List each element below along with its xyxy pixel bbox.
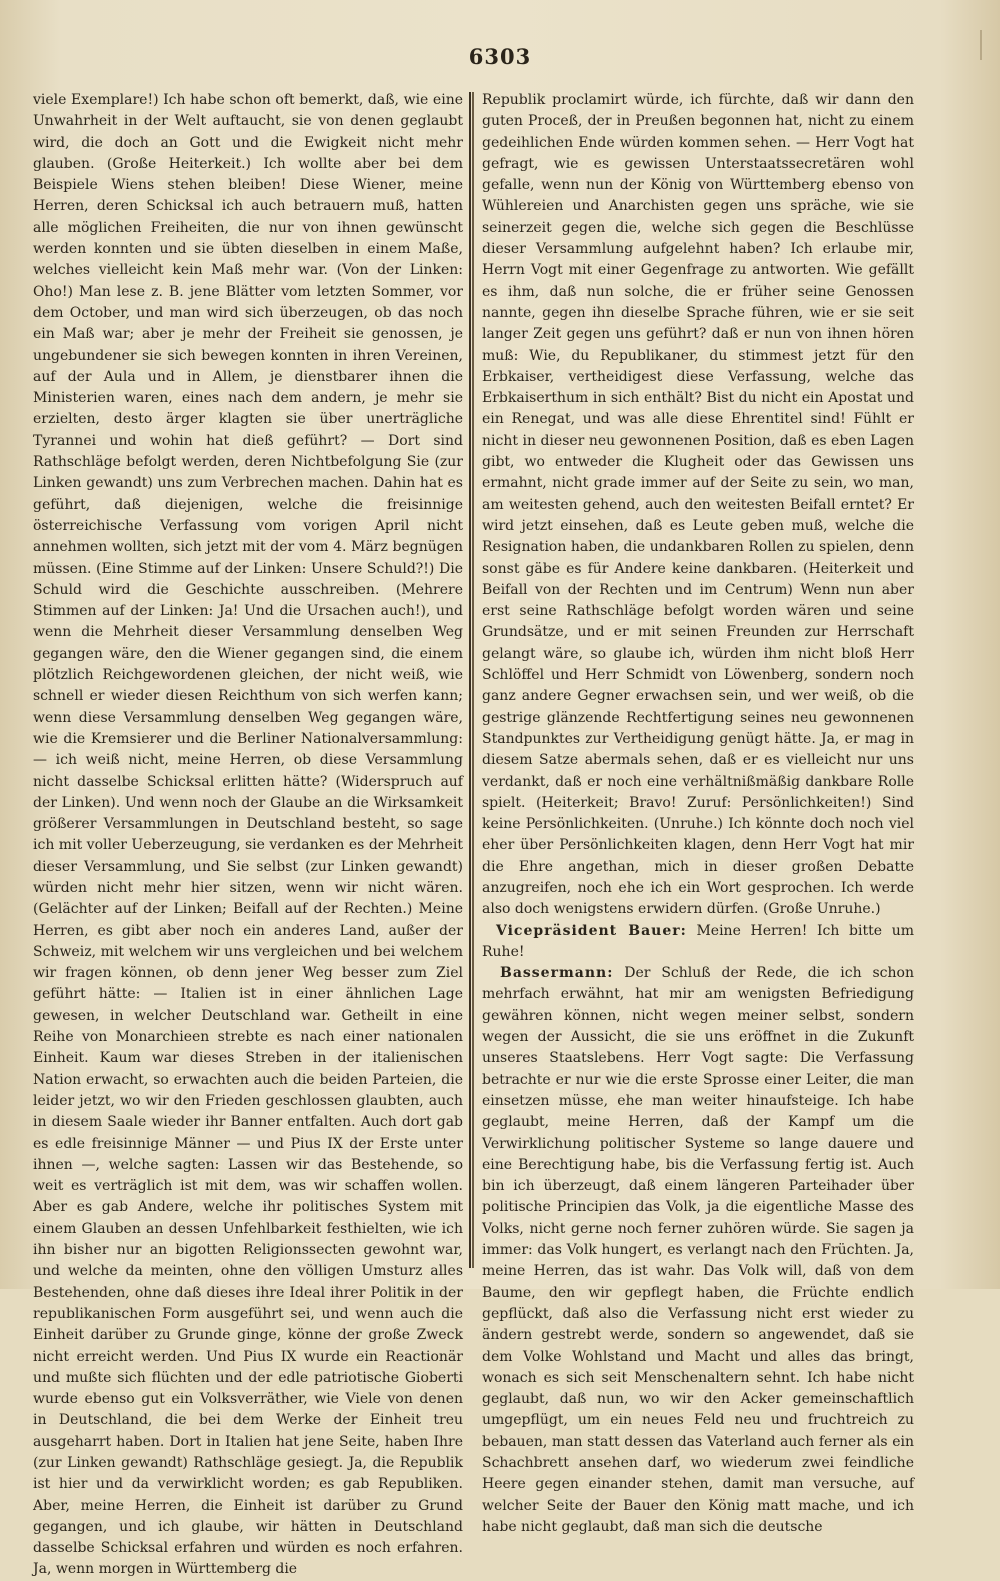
bassermann-paragraph [482,963,914,1538]
right-column [482,90,914,1535]
left-column [33,90,463,1578]
vice-president-text: Meine Herren! Ich bitte um Ruhe! [482,922,914,960]
page-edge-mark [980,30,982,60]
bassermann-text: Der Schluß der Rede, die ich schon mehrfach erwähnt, hat mir am wenigsten Befriedigung gewähren können, nicht wegen meiner selbst, sondern wegen der Aussicht, die sie uns eröffnet in die Zukunft unseres Staatslebens. Herr Vogt sagte: Die Verfassung betrachte er nur wie die erste Sprosse einer Leiter, die man einsetzen müsse, ehe man weiter hinaufsteige. Ich habe geglaubt, meine Herren, daß der Kampf um die Verwirklichung politischer Systeme so lange dauere und eine Berechtigung habe, bis die Verfassung fertig ist. Auch bin ich überzeugt, daß einem längeren Parteihader über politische Principien das Volk, ja die eigentliche Masse des Volks, nicht gerne noch ferner zuhören würde. Sie sagen ja immer: das Volk hungert, es verlangt nach den Früchten. Ja, meine Herren, das ist wahr. Das Volk will, daß von dem Baume, den wir gepflegt haben, die Früchte endlich gepflückt, daß also die Verfassung nicht erst wieder zu ändern gestrebt werde, sondern so angewendet, daß sie dem Volke Wohlstand und Macht und alles das bringt, wonach es sich seit Menschenaltern sehnt. Ich habe nicht geglaubt, daß nun, wo wir den Acker gemeinschaftlich umgepflügt, um ein neues Feld neu und fruchtreich zu bebauen, man statt dessen das Vaterland auch ferner als ein Schachbrett ansehen darf, wo wiederum zwei feindliche Heere gegen einander stehen, damit man versuche, auf welcher Seite der Bauer den König matt mache, und ich habe nicht geglaubt, daß man sich die deutsche [482,965,914,1535]
page-number: 6303 [468,44,532,69]
vice-president-paragraph [482,921,914,964]
left-column-paragraph: viele Exemplare!) Ich habe schon oft bemerkt, daß, wie eine Unwahrheit in der Welt auftaucht, sie von denen geglaubt wird, die doch an Gott und die Ewigkeit nicht mehr glauben. (Große Heiterkeit.) Ich wollte aber bei dem Beispiele Wiens stehen bleiben! Diese Wiener, meine Herren, deren Schicksal ich auch betrauern muß, hatten alle möglichen Freiheiten, die nur von ihnen gewünscht werden konnten und sie übten dieselben in einem Maße, welches vielleicht kein Maß mehr war. (Von der Linken: Oho!) Man lese z. B. jene Blätter vom letzten Sommer, vor dem October, und man wird sich überzeugen, ob das noch ein Maß war; aber je mehr der Freiheit sie genossen, je ungebundener sie sich bewegen konnten in ihren Vereinen, auf der Aula und in Allem, je dienstbarer ihnen die Ministerien waren, eines nach dem andern, je mehr sie erzielten, desto ärger klagten sie über unerträgliche Tyrannei und wohin hat dieß geführt? — Dort sind Rathschläge befolgt werden, deren Nichtbefolgung Sie (zur Linken gewandt) uns zum Verbrechen machen. Dahin hat es geführt, daß diejenigen, welche die freisinnige österreichische Verfassung vom vorigen April nicht annehmen wollten, sich jetzt mit der vom 4. März begnügen müssen. (Eine Stimme auf der Linken: Unsere Schuld?!) Die Schuld wird die Geschichte ausschreiben. (Mehrere Stimmen auf der Linken: Ja! Und die Ursachen auch!), und wenn die Mehrheit dieser Versammlung denselben Weg gegangen wäre, den die Wiener gegangen sind, die einem plötzlich Reichgewordenen gleichen, der nicht weiß, wie schnell er wieder diesen Reichthum von sich werfen kann; wenn diese Versammlung denselben Weg gegangen wäre, wie die Kremsierer und die Berliner Nationalversammlung: — ich weiß nicht, meine Herren, ob diese Versammlung nicht dasselbe Schicksal erlitten hätte? (Widerspruch auf der Linken). Und wenn noch der Glaube an die Wirksamkeit größerer Versammlungen in Deutschland besteht, so sage ich mit voller Ueberzeugung, sie verdanken es der Mehrheit dieser Versammlung, und Sie selbst (zur Linken gewandt) würden nicht mehr hier sitzen, wenn wir nicht wären. (Gelächter auf der Linken; Beifall auf der Rechten.) Meine Herren, es gibt aber noch ein anderes Land, außer der Schweiz, mit welchem wir uns vergleichen und bei welchem wir fragen können, ob denn jener Weg besser zum Ziel geführt hätte: — Italien ist in einer ähnlichen Lage gewesen, in welcher Deutschland war. Getheilt in eine Reihe von Monarchieen strebte es nach einer nationalen Einheit. Kaum war dieses Streben in der italienischen Nation erwacht, so erwachten auch die beiden Parteien, die leider jetzt, wo wir den Frieden geschlossen glaubten, auch in diesem Saale wieder ihr Banner entfalten. Auch dort gab es edle freisinnige Männer — und Pius IX der Erste unter ihnen —, welche sagten: Lassen wir das Bestehende, so weit es verträglich ist mit dem, was wir schaffen wollen. Aber es gab Andere, welche ihr politisches System mit einem Glauben an dessen Unfehlbarkeit festhielten, wie ich ihn bisher nur an bigotten Religionssecten gewohnt war, und welche da meinten, ohne den völligen Umsturz alles Bestehenden, ohne daß dieses ihre Ideal ihrer Politik in der republikanischen Form ausgeführt sei, und wenn auch die Einheit darüber zu Grunde ginge, könne der große Zweck nicht erreicht werden. Und Pius IX wurde ein Reactionär und mußte sich flüchten und der edle patriotische Gioberti wurde ebenso gut ein Volksverräther, wie Viele von denen in Deutschland, die bei dem Werke der Einheit treu ausgeharrt haben. Dort in Italien hat jene Seite, haben Ihre (zur Linken gewandt) Rathschläge gesiegt. Ja, die Republik ist hier und da verwirklicht worden; es gab Republiken. Aber, meine Herren, die Einheit ist darüber zu Grund gegangen, und ich glaube, wir hätten in Deutschland dasselbe Schicksal erfahren und würden es noch erfahren. Ja, wenn morgen in Württemberg die [33,92,463,1578]
speaker-vice-president: Vicepräsident Bauer: [496,922,687,939]
right-column-paragraph: Republik proclamirt würde, ich fürchte, daß wir dann den guten Proceß, der in Preußen begonnen hat, nicht zu einem gedeihlichen Ende würden kommen sehen. — Herr Vogt hat gefragt, wie es gewissen Unterstaatssecretären wohl gefalle, wenn nun der König von Württemberg ebenso von Wühlereien und Anarchisten gegen uns spräche, wie sie seinerzeit gegen die, welche sich gegen die Beschlüsse dieser Versammlung aufgelehnt haben? Ich erlaube mir, Herrn Vogt mit einer Gegenfrage zu antworten. Wie gefällt es ihm, daß nun solche, die er früher seine Genossen nannte, gegen ihn dieselbe Sprache führen, wie er sie seit langer Zeit gegen uns geführt? daß er nun von ihnen hören muß: Wie, du Republikaner, du stimmest jetzt für den Erbkaiser, vertheidigest diese Verfassung, welche das Erbkaiserthum in sich enthält? Bist du nicht ein Apostat und ein Renegat, und was alle diese Ehrentitel sind! Fühlt er nicht in dieser neu gewonnenen Position, daß es eben Lagen gibt, wo entweder die Klugheit oder das Gewissen uns ermahnt, nicht grade immer auf der Seite zu sein, wo man, am weitesten gehend, auch den weitesten Beifall erntet? Er wird jetzt einsehen, daß es Leute geben muß, welche die Resignation haben, die undankbaren Rollen zu spielen, denn sonst gäbe es für Andere keine dankbaren. (Heiterkeit und Beifall von der Rechten und im Centrum) Wenn nun aber erst seine Rathschläge befolgt worden wären und seine Grundsätze, und er mit seinen Freunden zur Herrschaft gelangt wäre, so glaube ich, würden ihm nicht bloß Herr Schlöffel und Herr Schmidt von Löwenberg, sondern noch ganz andere Gegner erwachsen sein, und wer weiß, ob die gestrige glänzende Rechtfertigung seines neu gewonnenen Standpunktes zur Vertheidigung genügt hätte. Ja, er mag in diesem Satze abermals sehen, daß er es vielleicht nur uns verdankt, daß er noch eine verhältnißmäßig dankbare Rolle spielt. (Heiterkeit; Bravo! Zuruf: Persönlichkeiten!) Sind keine Persönlichkeiten. (Unruhe.) Ich könnte doch noch viel eher über Persönlichkeiten klagen, denn Herr Vogt hat mir die Ehre angethan, mich in dieser großen Debatte anzugreifen, noch ehe ich ein Wort gesprochen. Ich werde also doch wenigstens erwidern dürfen. (Große Unruhe.) [482,92,914,918]
column-divider [469,92,471,1268]
speaker-bassermann: Bassermann: [500,965,614,982]
